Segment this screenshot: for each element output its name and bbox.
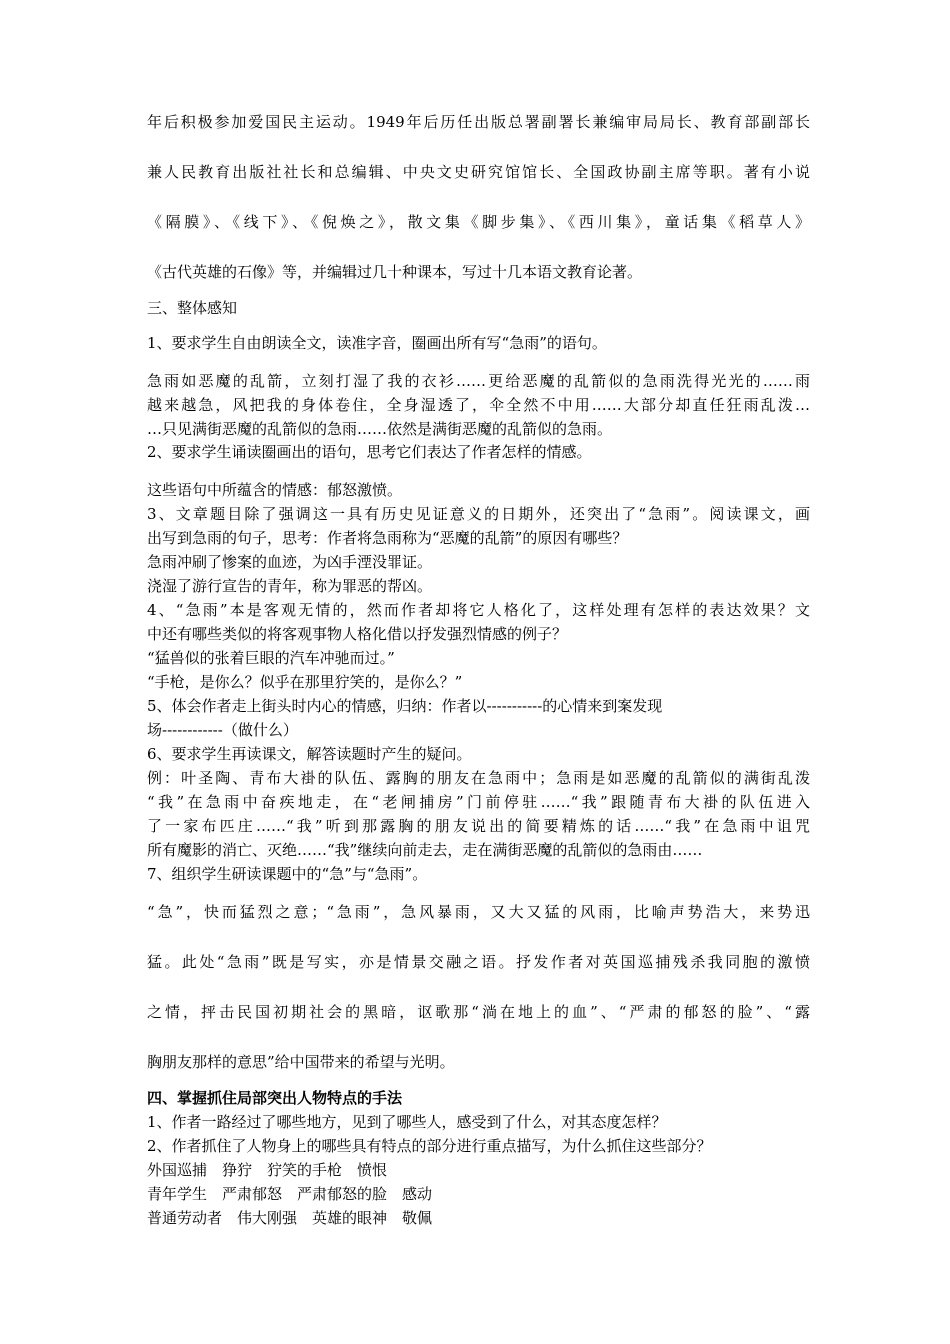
text-line: 2、要求学生诵读圈画出的语句，思考它们表达了作者怎样的情感。 [147, 443, 592, 461]
text-line: 普通劳动者 伟大刚强 英雄的眼神 敬佩 [147, 1209, 433, 1227]
text-line: 出写到急雨的句子，思考：作者将急雨称为“恶魔的乱箭”的原因有哪些？ [147, 529, 628, 547]
text-line: 《古代英雄的石像》等，并编辑过几十种课本，写过十几本语文教育论著。 [147, 263, 643, 281]
section-heading: 四、掌握抓住局部突出人物特点的手法 [147, 1089, 403, 1107]
text-line: 年后积极参加爱国民主运动。1949年后历任出版总署副署长兼编审局局长、教育部副部长 [147, 113, 810, 131]
text-line: 7、组织学生研读课题中的“急”与“急雨”。 [147, 865, 428, 883]
text-line: 场------------（做什么） [147, 721, 298, 739]
text-line: 了一家布匹庄……“我”听到那露胸的朋友说出的简要精炼的话……“我”在急雨中诅咒 [147, 817, 810, 835]
text-line: 胸朋友那样的意思”给中国带来的希望与光明。 [147, 1053, 455, 1071]
text-line: 三、整体感知 [147, 299, 238, 317]
text-line: 急雨冲刷了惨案的血迹，为凶手湮没罪证。 [147, 553, 433, 571]
text-line: 兼人民教育出版社社长和总编辑、中央文史研究馆馆长、全国政协副主席等职。著有小说 [147, 163, 810, 181]
text-line: 外国巡捕 狰狞 狞笑的手枪 愤恨 [147, 1161, 388, 1179]
text-line: 2、作者抓住了人物身上的哪些具有特点的部分进行重点描写，为什么抓住这些部分？ [147, 1137, 712, 1155]
text-line: “我”在急雨中奋疾地走，在“老闸捕房”门前停驻……“我”跟随青布大褂的队伍进入 [147, 793, 810, 811]
text-line: “手枪，是你么？似乎在那里狞笑的，是你么？” [147, 673, 463, 691]
text-line: 越来越急，风把我的身体卷住，全身湿透了，伞全然不中用……大部分却直任狂雨乱泼… [147, 396, 810, 414]
text-line: 1、作者一路经过了哪些地方，见到了哪些人，感受到了什么，对其态度怎样？ [147, 1113, 667, 1131]
text-line: 浇湿了游行宣告的青年，称为罪恶的帮凶。 [147, 577, 433, 595]
text-line: “猛兽似的张着巨眼的汽车冲驰而过。” [147, 649, 395, 667]
text-line: 所有魔影的消亡、灭绝……“我”继续向前走去，走在满街恶魔的乱箭似的急雨由…… [147, 841, 703, 859]
text-line: 急雨如恶魔的乱箭，立刻打湿了我的衣衫……更给恶魔的乱箭似的急雨洗得光光的……雨 [147, 372, 810, 390]
text-line: 4、“急雨”本是客观无情的，然而作者却将它人格化了，这样处理有怎样的表达效果？文 [147, 601, 810, 619]
text-line: 猛。此处“急雨”既是写实，亦是情景交融之语。抒发作者对英国巡捕残杀我同胞的激愤 [147, 953, 810, 971]
text-line: 中还有哪些类似的将客观事物人格化借以抒发强烈情感的例子？ [147, 625, 568, 643]
text-line: 青年学生 严肃郁怒 严肃郁怒的脸 感动 [147, 1185, 433, 1203]
text-line: …只见满街恶魔的乱箭似的急雨……依然是满街恶魔的乱箭似的急雨。 [147, 420, 613, 438]
text-line: 《隔膜》、《线下》、《倪焕之》，散文集《脚步集》、《西川集》，童话集《稻草人》 [147, 213, 810, 231]
text-line: 1、要求学生自由朗读全文，读准字音，圈画出所有写“急雨”的语句。 [147, 334, 607, 352]
text-line: 5、体会作者走上街头时内心的情感，归纳：作者以-----------的心情来到案发现 [147, 697, 663, 715]
text-line: 3、文章题目除了强调这一具有历史见证意义的日期外，还突出了“急雨”。阅读课文，画 [147, 505, 810, 523]
text-line: 之情，抨击民国初期社会的黑暗，讴歌那“淌在地上的血”、“严肃的郁怒的脸”、“露 [147, 1003, 810, 1021]
text-line: “急”，快而猛烈之意；“急雨”，急风暴雨，又大又猛的风雨，比喻声势浩大，来势迅 [147, 903, 810, 921]
text-line: 这些语句中所蕴含的情感：郁怒激愤。 [147, 481, 403, 499]
text-line: 例：叶圣陶、青布大褂的队伍、露胸的朋友在急雨中；急雨是如恶魔的乱箭似的满街乱泼 [147, 769, 810, 787]
text-line: 6、要求学生再读课文，解答读题时产生的疑问。 [147, 745, 472, 763]
